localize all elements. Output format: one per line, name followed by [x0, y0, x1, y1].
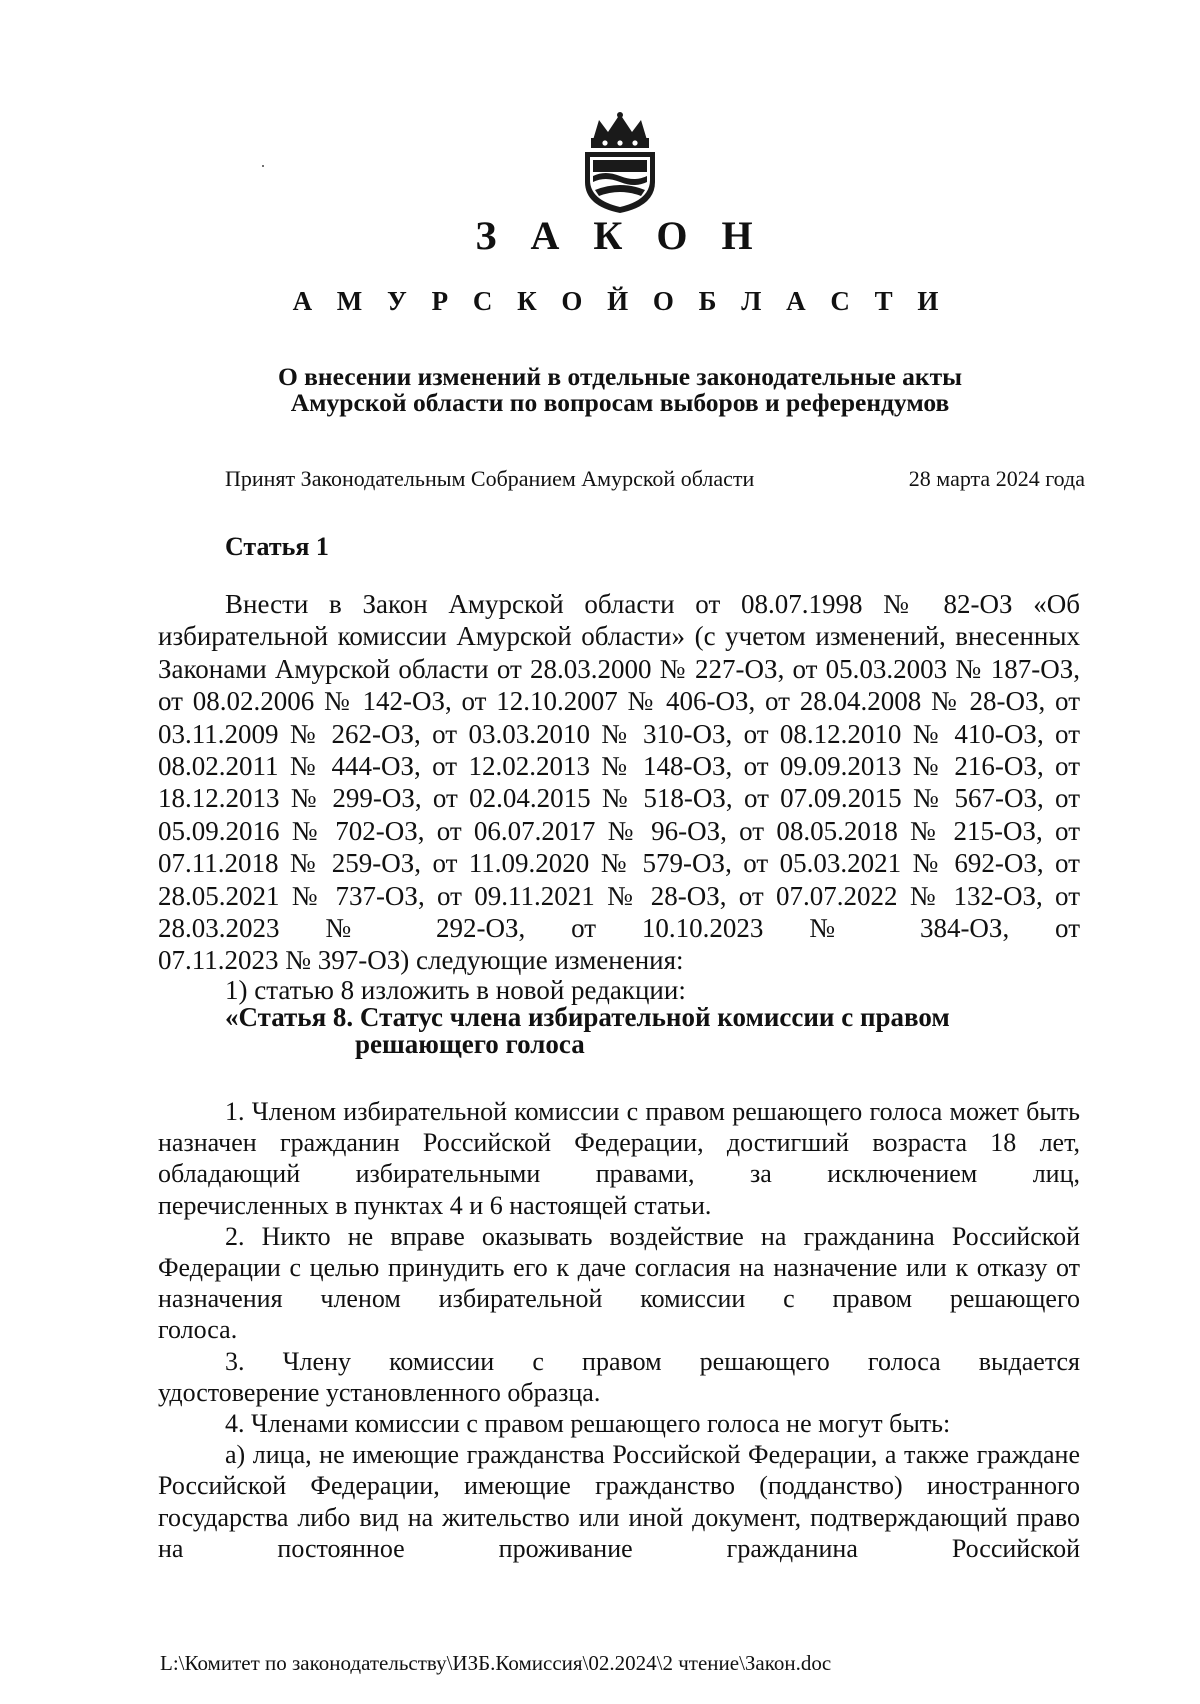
document-title: З А К О Н [475, 213, 765, 258]
article-8-paragraph-3-end: удостоверение установленного образца. [158, 1377, 601, 1407]
article-8-paragraph-4: 4. Членами комиссии с правом решающего голоса не могут быть: [225, 1409, 951, 1439]
scan-speck [262, 165, 264, 167]
amur-oblast-coat-of-arms-icon [575, 110, 665, 215]
article-1-body [158, 588, 1080, 1058]
law-name-line1: О внесении изменений в отдельные законодательные акты [277, 362, 963, 391]
law-name-line2: Амурской области по вопросам выборов и референдумов [290, 388, 950, 417]
article-8-title-line2: решающего голоса [355, 1028, 585, 1059]
article-8-paragraph-3: 3. Члену комиссии с правом решающего голоса выдается [225, 1346, 1080, 1376]
article-1-heading: Статья 1 [225, 532, 329, 561]
article-8-paragraph-1-end: перечисленных в пунктах 4 и 6 настоящей статьи. [158, 1190, 712, 1220]
document-subtitle: А М У Р С К О Й О Б Л А С Т И [292, 286, 948, 316]
article-8-body [158, 1096, 1080, 1564]
adoption-line [225, 465, 1085, 493]
article-1-item-1: 1) статью 8 изложить в новой редакции: [225, 974, 686, 1005]
law-name [160, 364, 1080, 416]
article-8-paragraph-2-end: голоса. [158, 1315, 238, 1345]
file-path-footer: L:\Комитет по законодательству\ИЗБ.Комиссия\02.2024\2 чтение\Закон.doc [160, 1651, 832, 1675]
article-8-title [158, 1001, 1080, 1059]
article-8-paragraph-4a: а) лица, не имеющие гражданства Российской Федерации, а также граждане Российской Федерации, имеющие гражданство (подданство) иностранного государства либо вид на жительство или иной документ, подтверждающий право на постоянное проживание гражданина Российской [158, 1440, 1080, 1563]
article-8-paragraph-2: 2. Никто не вправе оказывать воздействие на гражданина Российской Федерации с целью принудить его к даче согласия на назначение или к отказу от назначения членом избирательной комиссии с правом решающего [158, 1221, 1080, 1314]
adoption-date: 28 марта 2024 года [908, 466, 1085, 491]
article-8-paragraph-1: 1. Членом избирательной комиссии с правом решающего голоса может быть назначен гражданин Российской Федерации, достигший возраста 18 лет, обладающий избирательными правами, за исключением лиц, [158, 1097, 1080, 1189]
article-8-title-line1: «Статья 8. Статус члена избирательной комиссии с правом [225, 1001, 950, 1032]
article-1-intro-last-line: 07.11.2023 № 397-ОЗ) следующие изменения: [158, 945, 684, 976]
adopted-by: Принят Законодательным Собранием Амурской области [225, 466, 755, 491]
article-1-intro: Внести в Закон Амурской области от 08.07.1998 № 82-ОЗ «Об избирательной комиссии Амурской области» (с учетом изменений, внесенных Законами Амурской области от 28.03.2000 № 227-ОЗ, от 05.03.2003 № 187-ОЗ, от 08.02.2006 № 142-ОЗ, от 12.10.2007 № 406-ОЗ, от 28.04.2008 № 28-ОЗ, от 03.11.2009 № 262-ОЗ, от 03.03.2010 № 310-ОЗ, от 08.12.2010 № 410-ОЗ, от 08.02.2011 № 444-ОЗ, от 12.02.2013 № 148-ОЗ, от 09.09.2013 № 216-ОЗ, от 18.12.2013 № 299-ОЗ, от 02.04.2015 № 518-ОЗ, от 07.09.2015 № 567-ОЗ, от 05.09.2016 № 702-ОЗ, от 06.07.2017 № 96-ОЗ, от 08.05.2018 № 215-ОЗ, от 07.11.2018 № 259-ОЗ, от 11.09.2020 № 579-ОЗ, от 05.03.2021 № 692-ОЗ, от 28.05.2021 № 737-ОЗ, от 09.11.2021 № 28-ОЗ, от 07.07.2022 № 132-ОЗ, от 28.03.2023 № 292-ОЗ, от 10.10.2023 № 384-ОЗ, от [158, 589, 1080, 944]
